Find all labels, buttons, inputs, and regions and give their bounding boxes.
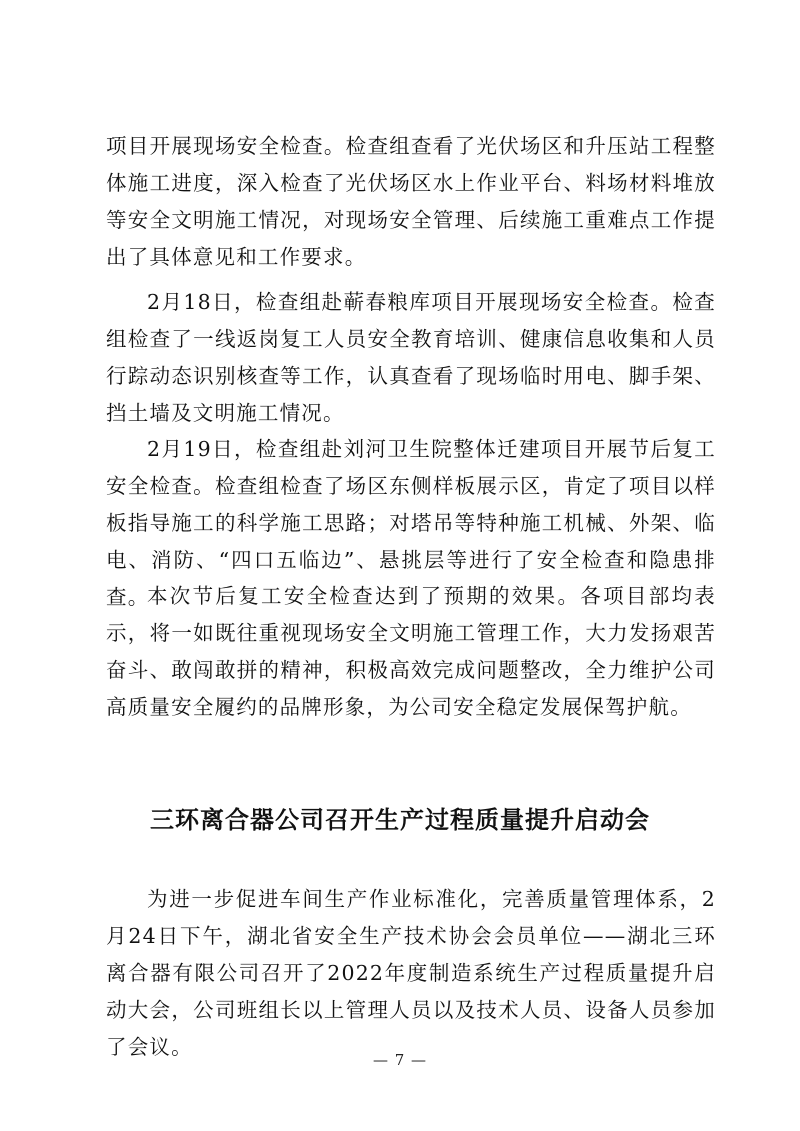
article2-title: 三环离合器公司召开生产过程质量提升启动会	[150, 805, 650, 834]
article1-paragraph-4: 本次节后复工安全检查达到了预期的效果。各项目部均表示，将一如既往重视现场安全文明施工管理工作，大力发扬艰苦奋斗、敢闯敢拼的精神，积极高效完成问题整改，全力维护公司高质量安全履约的品牌形象，为公司安全稳定发展保驾护航。	[106, 584, 716, 719]
page-number: — 7 —	[372, 1051, 428, 1069]
article1-paragraph-3: 2月19日，检查组赴刘河卫生院整体迁建项目开展节后复工安全检查。检查组检查了场区东侧样板展示区，肯定了项目以样板指导施工的科学施工思路；对塔吊等特种施工机械、外架、临电、消防、“四口五临边”、悬挑层等进行了安全检查和隐患排查。	[106, 437, 716, 609]
article1-paragraph-2: 2月18日，检查组赴蕲春粮库项目开展现场安全检查。检查组检查了一线返岗复工人员安全教育培训、健康信息收集和人员行踪动态识别核查等工作，认真查看了现场临时用电、脚手架、挡土墙及文明施工情况。	[106, 290, 716, 425]
article1-paragraph-1: 项目开展现场安全检查。检查组查看了光伏场区和升压站工程整体施工进度，深入检查了光伏场区水上作业平台、料场材料堆放等安全文明施工情况，对现场安全管理、后续施工重难点工作提出了具体意见和工作要求。	[106, 134, 716, 269]
article2-paragraph-1: 为进一步促进车间生产作业标准化，完善质量管理体系，2月24日下午，湖北省安全生产技术协会会员单位——湖北三环离合器有限公司召开了2022年度制造系统生产过程质量提升启动大会，公司班组长以上管理人员以及技术人员、设备人员参加了会议。	[106, 887, 716, 1059]
